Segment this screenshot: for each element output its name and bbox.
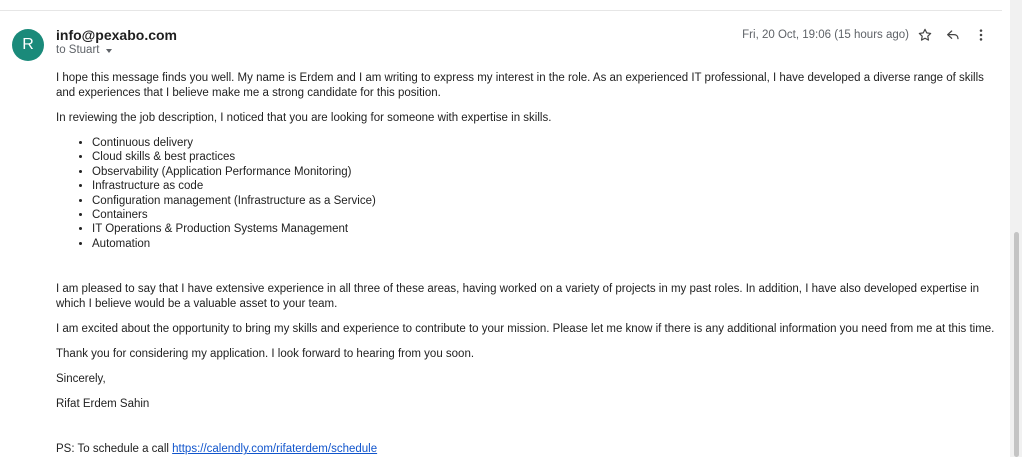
list-item: • Containers — [92, 208, 996, 222]
list-item: • Observability (Application Performance Monitoring) — [92, 165, 996, 179]
spacer — [56, 251, 996, 282]
ps-label: PS: To schedule a call — [56, 443, 173, 456]
scrollbar-thumb[interactable] — [1014, 232, 1019, 457]
reply-button[interactable] — [942, 24, 964, 46]
intro-paragraph: I hope this message finds you well. My name is Erdem and I am writing to express my interest in the role. As an experienced IT professional, I have developed a diverse range of skills and experiences that I believe make me a strong candidate for this position. — [56, 72, 984, 99]
chevron-down-icon[interactable] — [106, 49, 112, 53]
sender-email[interactable]: info@pexabo.com — [56, 27, 177, 43]
reviewing-paragraph: In reviewing the job description, I noticed that you are looking for someone with expertise in skills. — [56, 112, 552, 124]
reply-icon — [945, 27, 961, 43]
header-divider — [0, 10, 1002, 11]
list-item: • Cloud skills & best practices — [92, 150, 996, 164]
spacer — [56, 422, 996, 442]
recipient-label: to Stuart — [56, 44, 100, 56]
signature-line: Rifat Erdem Sahin — [56, 398, 150, 411]
more-options-button[interactable] — [970, 24, 992, 46]
excited-paragraph: I am excited about the opportunity to bring my skills and experience to contribute to your mission. Please let me know if there is any additional information you need from me at this time. — [56, 323, 995, 336]
closing-line: Sincerely, — [56, 373, 106, 386]
list-item: • Continuous delivery — [92, 136, 996, 150]
list-item: • Configuration management (Infrastructure as a Service) — [92, 194, 996, 208]
message-body — [56, 71, 996, 467]
more-vertical-icon — [973, 27, 989, 43]
list-item: • Infrastructure as code — [92, 179, 996, 193]
skills-list — [56, 136, 996, 251]
list-item: • IT Operations & Production Systems Management — [92, 222, 996, 236]
recipient-line[interactable] — [56, 44, 112, 56]
star-icon — [917, 27, 933, 43]
sender-avatar[interactable]: R — [12, 29, 44, 61]
calendly-link[interactable]: https://calendly.com/rifaterdem/schedule — [172, 443, 378, 456]
ps-line — [56, 442, 996, 457]
experience-paragraph: I am pleased to say that I have extensive experience in all three of these areas, having worked on a variety of projects in my past roles. In addition, I have also developed expertise in which I believe would be a valuable asset to your team. — [56, 283, 980, 311]
message-timestamp: Fri, 20 Oct, 19:06 (15 hours ago) — [742, 29, 909, 41]
star-button[interactable] — [914, 24, 936, 46]
list-item: • Automation — [92, 237, 996, 251]
thanks-paragraph: Thank you for considering my application. I look forward to hearing from you soon. — [56, 348, 475, 361]
